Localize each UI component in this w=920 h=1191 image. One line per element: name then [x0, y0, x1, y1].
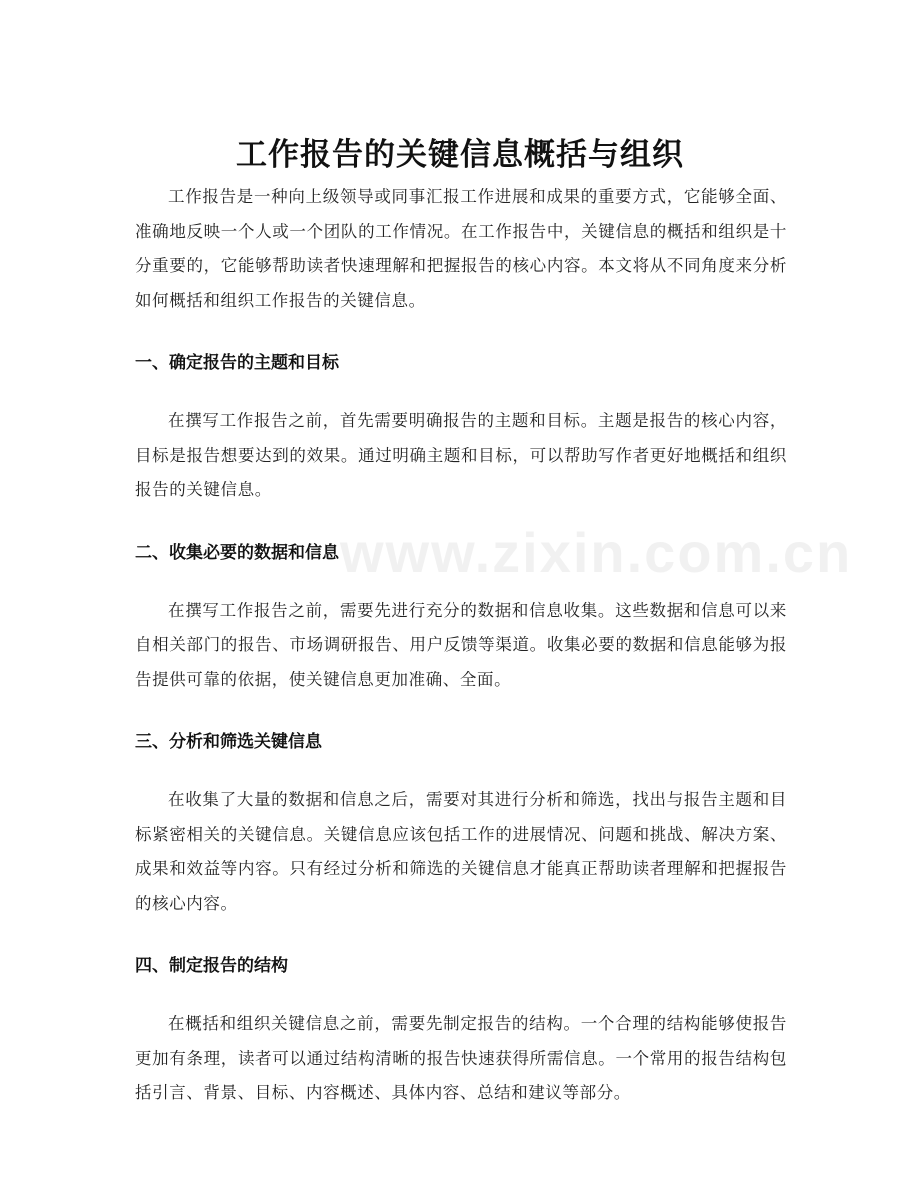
- section-heading-2: 二、收集必要的数据和信息: [135, 542, 339, 563]
- page-title: 工作报告的关键信息概括与组织: [236, 136, 684, 173]
- section-heading-3: 三、分析和筛选关键信息: [135, 732, 322, 752]
- document-body: [135, 180, 787, 1111]
- section-paragraph-1: 在撰写工作报告之前，首先需要明确报告的主题和目标。主题是报告的核心内容，目标是报告想要达到的效果。通过明确主题和目标，可以帮助写作者更好地概括和组织报告的关键信息。: [135, 411, 787, 499]
- watermark: www.zixin.com.cn: [340, 521, 853, 584]
- intro-paragraph: 工作报告是一种向上级领导或同事汇报工作进展和成果的重要方式，它能够全面、准确地反映一个人或一个团队的工作情况。在工作报告中，关键信息的概括和组织是十分重要的，它能够帮助读者快速理解和把握报告的核心内容。本文将从不同角度来分析如何概括和组织工作报告的关键信息。: [135, 187, 787, 310]
- section-paragraph-4: 在概括和组织关键信息之前，需要先制定报告的结构。一个合理的结构能够使报告更加有条理，读者可以通过结构清晰的报告快速获得所需信息。一个常用的报告结构包括引言、背景、目标、内容概述、具体内容、总结和建议等部分。: [135, 1014, 787, 1102]
- section-paragraph-3: 在收集了大量的数据和信息之后，需要对其进行分析和筛选，找出与报告主题和目标紧密相关的关键信息。关键信息应该包括工作的进展情况、问题和挑战、解决方案、成果和效益等内容。只有经过分析和筛选的关键信息才能真正帮助读者理解和把握报告的核心内容。: [135, 790, 787, 913]
- section-heading-1: 一、确定报告的主题和目标: [135, 353, 339, 373]
- section-paragraph-2: 在撰写工作报告之前，需要先进行充分的数据和信息收集。这些数据和信息可以来自相关部门的报告、市场调研报告、用户反馈等渠道。收集必要的数据和信息能够为报告提供可靠的依据，使关键信息更加准确、全面。: [135, 600, 787, 689]
- section-heading-4: 四、制定报告的结构: [135, 956, 288, 976]
